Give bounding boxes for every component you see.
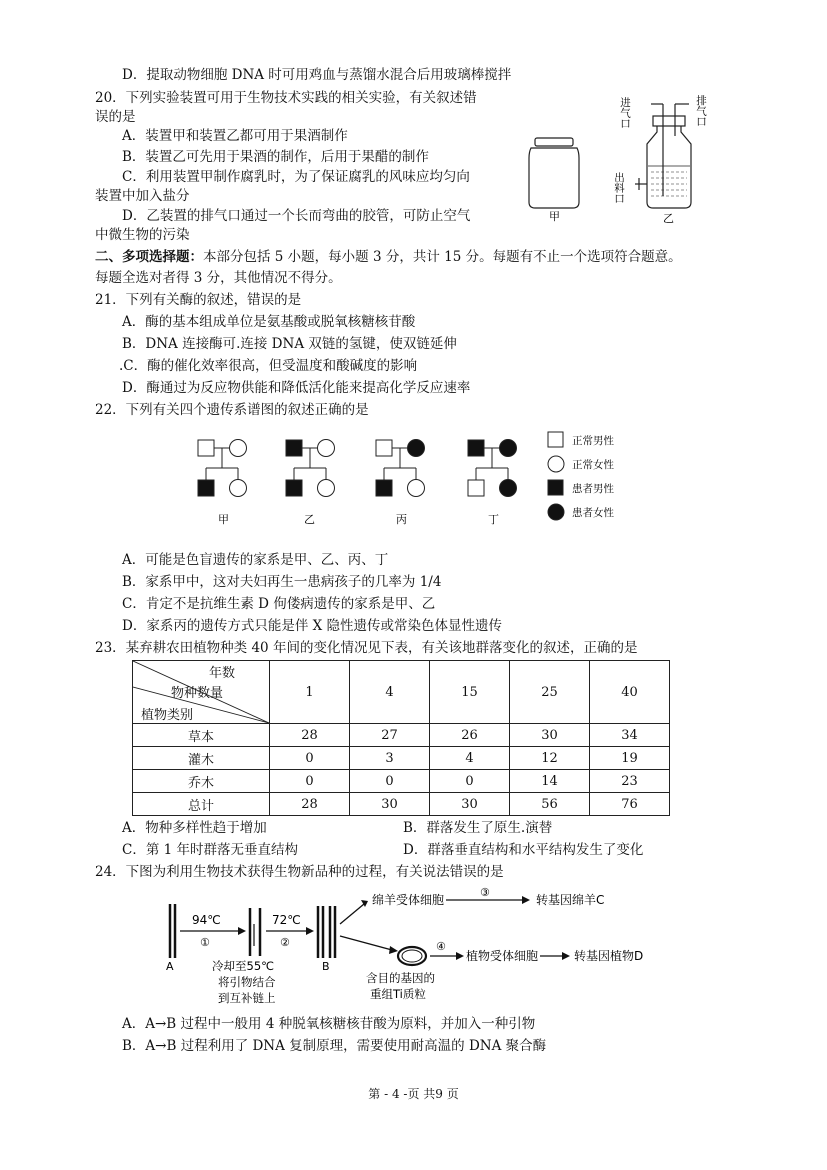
cell: 56 xyxy=(510,793,590,816)
legend-affected-male: 患者男性 xyxy=(572,483,614,495)
cool-line-3: 到互补链上 xyxy=(218,991,276,1005)
transgenic-sheep: 转基因绵羊C xyxy=(536,893,605,907)
legend-affected-female: 患者女性 xyxy=(572,507,614,519)
cell: 0 xyxy=(270,770,350,793)
label-b: B xyxy=(322,960,330,973)
cell: 19 xyxy=(590,747,670,770)
pedigree-jia xyxy=(198,440,247,497)
q23-stem: 23．某弃耕农田植物种类 40 年间的变化情况见下表，有关该地群落变化的叙述，正确的是 xyxy=(95,640,638,656)
q23-option-d: D．群落垂直结构和水平结构发生了变化 xyxy=(403,842,644,858)
pedigree-figure xyxy=(190,430,650,535)
cool-line-1: 冷却至55℃ xyxy=(212,959,275,973)
cool-line-2: 将引物结合 xyxy=(218,975,276,989)
dna-b xyxy=(318,906,335,958)
q19-option-d: D．提取动物细胞 DNA 时可用鸡血与蒸馏水混合后用玻璃棒搅拌 xyxy=(122,67,512,83)
pedigree-ding xyxy=(468,440,517,497)
dna-a xyxy=(170,904,175,958)
q21-stem: 21．下列有关酶的叙述，错误的是 xyxy=(95,292,302,308)
apparatus-jia-label: 甲 xyxy=(549,210,560,223)
cell: 23 xyxy=(590,770,670,793)
step-1: ① xyxy=(200,936,210,949)
legend-normal-female-symbol xyxy=(548,456,564,472)
legend-affected-female-symbol xyxy=(548,504,564,520)
apparatus-yi xyxy=(635,104,691,208)
pedigree-bing xyxy=(376,440,425,497)
biotech-process-figure xyxy=(160,884,680,1010)
q20-option-c-2: 装置中加入盐分 xyxy=(95,188,190,204)
table-row xyxy=(133,724,670,747)
row-label: 草本 xyxy=(133,724,270,747)
year-col: 15 xyxy=(430,661,510,724)
cell: 28 xyxy=(270,793,350,816)
cell: 12 xyxy=(510,747,590,770)
succession-table xyxy=(132,660,670,816)
q20-option-d-1: D．乙装置的排气口通过一个长而弯曲的胶管，可防止空气 xyxy=(122,208,471,224)
row-label: 乔木 xyxy=(133,770,270,793)
cell: 0 xyxy=(350,770,430,793)
apparatus-jia xyxy=(529,138,579,208)
cell: 27 xyxy=(350,724,430,747)
year-col: 40 xyxy=(590,661,670,724)
cell: 4 xyxy=(430,747,510,770)
separated-strands xyxy=(250,908,260,956)
row-label: 灌木 xyxy=(133,747,270,770)
legend-normal-female: 正常女性 xyxy=(572,459,614,471)
section2-instructions: 本部分包括 5 小题，每小题 3 分，共计 15 分。每题有不止一个选项符合题意。 xyxy=(203,249,682,265)
q24-stem: 24．下图为利用生物技术获得生物新品种的过程，有关说法错误的是 xyxy=(95,864,504,880)
legend-normal-male-symbol xyxy=(548,432,563,447)
temp-94: 94℃ xyxy=(192,913,221,927)
table-header-diagonal-cell xyxy=(133,661,270,724)
q20-option-d-2: 中微生物的污染 xyxy=(95,227,190,243)
cell: 28 xyxy=(270,724,350,747)
apparatus-outlet-label: 排气口 xyxy=(695,95,707,127)
q22-option-a: A．可能是色盲遗传的家系是甲、乙、丙、丁 xyxy=(122,552,389,568)
q23-option-b: B．群落发生了原生.演替 xyxy=(403,820,553,836)
q24-option-b: B．A→B 过程利用了 DNA 复制原理，需要使用耐高温的 DNA 聚合酶 xyxy=(122,1038,547,1054)
q23-option-a: A．物种多样性趋于增加 xyxy=(122,820,267,836)
q22-stem: 22．下列有关四个遗传系谱图的叙述正确的是 xyxy=(95,402,369,418)
table-row xyxy=(133,747,670,770)
label-a: A xyxy=(166,960,174,973)
q24-option-a: A．A→B 过程中一般用 4 种脱氧核糖核苷酸为原料，并加入一种引物 xyxy=(122,1016,536,1032)
pedigree-label-bing: 丙 xyxy=(396,513,407,526)
header-years: 年数 xyxy=(209,666,236,681)
temp-72: 72℃ xyxy=(272,913,301,927)
q22-option-b: B．家系甲中，这对夫妇再生一患病孩子的几率为 1/4 xyxy=(122,574,442,590)
pedigree-label-ding: 丁 xyxy=(488,513,499,526)
apparatus-inlet-label: 进气口 xyxy=(619,97,631,129)
plasmid-line-1: 含目的基因的 xyxy=(366,971,435,985)
section2-title: 二、多项选择题： xyxy=(95,249,203,265)
page-footer: 第 - 4 -页 共9 页 xyxy=(368,1087,459,1101)
year-col: 4 xyxy=(350,661,430,724)
step-3: ③ xyxy=(480,886,490,899)
header-species-count: 物种数量 xyxy=(171,686,224,701)
cell: 3 xyxy=(350,747,430,770)
apparatus-yi-label: 乙 xyxy=(663,212,674,225)
pedigree-label-jia: 甲 xyxy=(218,513,229,526)
cell: 0 xyxy=(430,770,510,793)
step-2: ② xyxy=(280,936,290,949)
legend-affected-male-symbol xyxy=(548,480,563,495)
header-plant-category: 植物类别 xyxy=(141,708,194,723)
table-row xyxy=(133,793,670,816)
cell: 76 xyxy=(590,793,670,816)
pedigree-yi xyxy=(286,440,335,497)
pedigree-label-yi: 乙 xyxy=(304,513,315,526)
q21-option-d: D．酶通过为反应物供能和降低活化能来提高化学反应速率 xyxy=(122,380,471,396)
plasmid-line-2: 重组Ti质粒 xyxy=(370,987,426,1001)
q22-option-c: C．肯定不是抗维生素 D 佝偻病遗传的家系是甲、乙 xyxy=(122,596,436,612)
transgenic-plant: 转基因植物D xyxy=(574,949,644,963)
table-row xyxy=(133,770,670,793)
q21-option-c: .C．酶的催化效率很高，但受温度和酸碱度的影响 xyxy=(119,358,418,374)
cell: 26 xyxy=(430,724,510,747)
q20-option-b: B．装置乙可先用于果酒的制作，后用于果醋的制作 xyxy=(122,149,429,165)
year-col: 25 xyxy=(510,661,590,724)
year-col: 1 xyxy=(270,661,350,724)
q20-option-a: A．装置甲和装置乙都可用于果酒制作 xyxy=(122,128,348,144)
q20-stem-1: 20．下列实验装置可用于生物技术实践的相关实验，有关叙述错 xyxy=(95,90,477,106)
cell: 30 xyxy=(430,793,510,816)
section2-heading-line xyxy=(95,248,682,266)
apparatus-discharge-label: 出料口 xyxy=(613,172,625,204)
cell: 30 xyxy=(510,724,590,747)
q20-option-c-1: C．利用装置甲制作腐乳时，为了保证腐乳的风味应均匀向 xyxy=(122,169,470,185)
cell: 34 xyxy=(590,724,670,747)
q22-option-d: D．家系丙的遗传方式只能是伴 X 隐性遗传或常染色体显性遗传 xyxy=(122,618,503,634)
q20-stem-2: 误的是 xyxy=(95,109,136,125)
fermentation-apparatus-figure xyxy=(515,92,735,232)
cell: 14 xyxy=(510,770,590,793)
q21-option-b: B．DNA 连接酶可.连接 DNA 双链的氢键，使双链延伸 xyxy=(122,336,457,352)
q23-option-c: C．第 1 年时群落无垂直结构 xyxy=(122,842,299,858)
q21-option-a: A．酶的基本组成单位是氨基酸或脱氧核糖核苷酸 xyxy=(122,314,416,330)
row-label: 总计 xyxy=(133,793,270,816)
plant-recipient-cell: 植物受体细胞 xyxy=(466,949,539,963)
sheep-recipient-cell: 绵羊受体细胞 xyxy=(372,893,445,907)
step-4: ④ xyxy=(436,940,446,953)
cell: 0 xyxy=(270,747,350,770)
cell: 30 xyxy=(350,793,430,816)
section2-instructions-2: 每题全选对者得 3 分，其他情况不得分。 xyxy=(95,270,342,286)
pedigree-legend xyxy=(548,432,614,520)
legend-normal-male: 正常男性 xyxy=(572,435,614,447)
